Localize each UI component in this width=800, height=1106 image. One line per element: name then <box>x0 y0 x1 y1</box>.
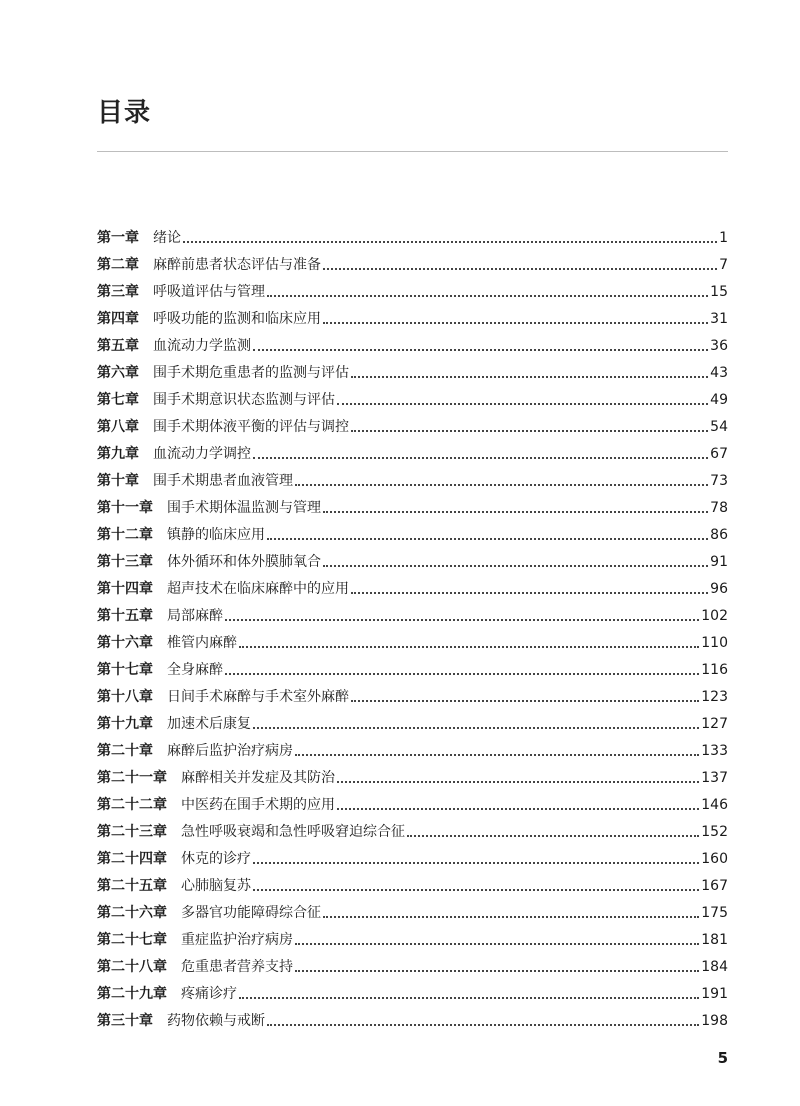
toc-page-number: 133 <box>701 743 728 759</box>
toc-chapter-number: 第十九章 <box>97 716 153 732</box>
toc-page-number: 96 <box>710 581 728 597</box>
toc-page-number: 146 <box>701 797 728 813</box>
toc-dot-leader <box>337 402 708 405</box>
toc-entry[interactable] <box>97 684 728 711</box>
toc-entry[interactable] <box>97 576 728 603</box>
toc-dot-leader <box>351 429 708 432</box>
toc-dot-leader <box>351 699 699 702</box>
toc-chapter-title: 围手术期意识状态监测与评估 <box>153 392 335 408</box>
toc-dot-leader <box>337 780 699 783</box>
toc-chapter-title: 疼痛诊疗 <box>181 986 237 1002</box>
toc-chapter-number: 第二十三章 <box>97 824 167 840</box>
toc-chapter-title: 危重患者营养支持 <box>181 959 293 975</box>
toc-page-number: 36 <box>710 338 728 354</box>
toc-entry[interactable] <box>97 387 728 414</box>
toc-chapter-number: 第十章 <box>97 473 139 489</box>
toc-chapter-title: 心肺脑复苏 <box>181 878 251 894</box>
toc-page-number: 181 <box>701 932 728 948</box>
toc-chapter-number: 第十二章 <box>97 527 153 543</box>
toc-dot-leader <box>323 267 717 270</box>
toc-chapter-number: 第七章 <box>97 392 139 408</box>
toc-chapter-number: 第十七章 <box>97 662 153 678</box>
toc-chapter-number: 第十三章 <box>97 554 153 570</box>
toc-chapter-number: 第二十章 <box>97 743 153 759</box>
toc-page-number: 123 <box>701 689 728 705</box>
toc-chapter-title: 急性呼吸衰竭和急性呼吸窘迫综合征 <box>181 824 405 840</box>
toc-entry[interactable] <box>97 360 728 387</box>
toc-entry[interactable] <box>97 954 728 981</box>
toc-chapter-number: 第十一章 <box>97 500 153 516</box>
toc-chapter-title: 超声技术在临床麻醉中的应用 <box>167 581 349 597</box>
toc-chapter-title: 呼吸道评估与管理 <box>153 284 265 300</box>
toc-entry[interactable] <box>97 495 728 522</box>
toc-chapter-number: 第四章 <box>97 311 139 327</box>
toc-entry[interactable] <box>97 252 728 279</box>
toc-dot-leader <box>267 537 708 540</box>
toc-dot-leader <box>267 1023 699 1026</box>
toc-dot-leader <box>183 240 717 243</box>
toc-chapter-title: 血流动力学监测 <box>153 338 251 354</box>
toc-dot-leader <box>253 456 708 459</box>
toc-chapter-number: 第九章 <box>97 446 139 462</box>
toc-entry[interactable] <box>97 765 728 792</box>
toc-chapter-title: 围手术期危重患者的监测与评估 <box>153 365 349 381</box>
toc-dot-leader <box>295 942 699 945</box>
toc-dot-leader <box>225 672 699 675</box>
toc-chapter-number: 第二十九章 <box>97 986 167 1002</box>
toc-chapter-number: 第二十四章 <box>97 851 167 867</box>
toc-entry[interactable] <box>97 900 728 927</box>
toc-entry[interactable] <box>97 657 728 684</box>
toc-entry[interactable] <box>97 225 728 252</box>
toc-entry[interactable] <box>97 306 728 333</box>
toc-dot-leader <box>253 861 699 864</box>
toc-dot-leader <box>295 969 699 972</box>
toc-dot-leader <box>337 807 699 810</box>
toc-dot-leader <box>323 510 708 513</box>
toc-dot-leader <box>239 996 699 999</box>
toc-entry[interactable] <box>97 603 728 630</box>
toc-dot-leader <box>295 753 699 756</box>
toc-dot-leader <box>225 618 699 621</box>
toc-page-number: 1 <box>719 230 728 246</box>
toc-chapter-title: 绪论 <box>153 230 181 246</box>
toc-chapter-number: 第三章 <box>97 284 139 300</box>
toc-chapter-title: 椎管内麻醉 <box>167 635 237 651</box>
title-divider <box>97 151 728 152</box>
toc-chapter-title: 重症监护治疗病房 <box>181 932 293 948</box>
toc-entry[interactable] <box>97 279 728 306</box>
toc-dot-leader <box>351 591 708 594</box>
toc-chapter-title: 全身麻醉 <box>167 662 223 678</box>
toc-chapter-number: 第二十一章 <box>97 770 167 786</box>
toc-dot-leader <box>323 915 699 918</box>
toc-entry[interactable] <box>97 711 728 738</box>
toc-entry[interactable] <box>97 981 728 1008</box>
toc-entry[interactable] <box>97 873 728 900</box>
toc-page-number: 191 <box>701 986 728 1002</box>
toc-page-number: 86 <box>710 527 728 543</box>
toc-chapter-number: 第三十章 <box>97 1013 153 1029</box>
toc-chapter-number: 第二十八章 <box>97 959 167 975</box>
toc-entry[interactable] <box>97 630 728 657</box>
toc-entry[interactable] <box>97 441 728 468</box>
table-of-contents <box>97 225 728 1035</box>
toc-chapter-number: 第一章 <box>97 230 139 246</box>
toc-chapter-number: 第八章 <box>97 419 139 435</box>
toc-dot-leader <box>239 645 699 648</box>
toc-chapter-title: 药物依赖与戒断 <box>167 1013 265 1029</box>
toc-page-number: 67 <box>710 446 728 462</box>
toc-page-number: 127 <box>701 716 728 732</box>
toc-entry[interactable] <box>97 819 728 846</box>
toc-dot-leader <box>253 888 699 891</box>
toc-page-number: 7 <box>719 257 728 273</box>
toc-page-number: 102 <box>701 608 728 624</box>
toc-chapter-title: 呼吸功能的监测和临床应用 <box>153 311 321 327</box>
toc-chapter-number: 第十六章 <box>97 635 153 651</box>
page-number: 5 <box>717 1049 728 1067</box>
toc-chapter-number: 第二十五章 <box>97 878 167 894</box>
toc-dot-leader <box>267 294 708 297</box>
toc-page-number: 137 <box>701 770 728 786</box>
toc-chapter-number: 第十五章 <box>97 608 153 624</box>
toc-page-number: 160 <box>701 851 728 867</box>
toc-chapter-title: 加速术后康复 <box>167 716 251 732</box>
toc-page-number: 116 <box>701 662 728 678</box>
toc-dot-leader <box>351 375 708 378</box>
toc-page-number: 54 <box>710 419 728 435</box>
toc-chapter-title: 麻醉前患者状态评估与准备 <box>153 257 321 273</box>
toc-chapter-title: 体外循环和体外膜肺氧合 <box>167 554 321 570</box>
toc-dot-leader <box>323 321 708 324</box>
toc-page-number: 43 <box>710 365 728 381</box>
toc-chapter-title: 日间手术麻醉与手术室外麻醉 <box>167 689 349 705</box>
toc-dot-leader <box>407 834 699 837</box>
toc-page-number: 31 <box>710 311 728 327</box>
toc-page-number: 15 <box>710 284 728 300</box>
toc-chapter-number: 第二十七章 <box>97 932 167 948</box>
toc-entry[interactable] <box>97 927 728 954</box>
toc-entry[interactable] <box>97 846 728 873</box>
toc-chapter-number: 第二章 <box>97 257 139 273</box>
toc-page-number: 110 <box>701 635 728 651</box>
toc-chapter-title: 局部麻醉 <box>167 608 223 624</box>
toc-entry[interactable] <box>97 468 728 495</box>
toc-chapter-title: 休克的诊疗 <box>181 851 251 867</box>
toc-entry[interactable] <box>97 414 728 441</box>
toc-chapter-number: 第二十六章 <box>97 905 167 921</box>
toc-dot-leader <box>295 483 708 486</box>
toc-chapter-title: 血流动力学调控 <box>153 446 251 462</box>
toc-page-number: 73 <box>710 473 728 489</box>
toc-chapter-number: 第五章 <box>97 338 139 354</box>
toc-chapter-title: 麻醉相关并发症及其防治 <box>181 770 335 786</box>
toc-chapter-title: 镇静的临床应用 <box>167 527 265 543</box>
toc-entry[interactable] <box>97 738 728 765</box>
toc-chapter-title: 围手术期患者血液管理 <box>153 473 293 489</box>
toc-page-number: 152 <box>701 824 728 840</box>
toc-chapter-number: 第二十二章 <box>97 797 167 813</box>
page-title: 目录 <box>97 98 152 128</box>
toc-chapter-title: 麻醉后监护治疗病房 <box>167 743 293 759</box>
toc-dot-leader <box>253 726 699 729</box>
toc-page-number: 167 <box>701 878 728 894</box>
toc-page-number: 198 <box>701 1013 728 1029</box>
toc-chapter-number: 第十四章 <box>97 581 153 597</box>
toc-entry[interactable] <box>97 549 728 576</box>
toc-chapter-number: 第六章 <box>97 365 139 381</box>
toc-entry[interactable] <box>97 1008 728 1035</box>
toc-entry[interactable] <box>97 792 728 819</box>
toc-page-number: 175 <box>701 905 728 921</box>
toc-page-number: 49 <box>710 392 728 408</box>
toc-page-number: 78 <box>710 500 728 516</box>
toc-chapter-title: 围手术期体温监测与管理 <box>167 500 321 516</box>
toc-chapter-title: 中医药在围手术期的应用 <box>181 797 335 813</box>
toc-entry[interactable] <box>97 522 728 549</box>
toc-dot-leader <box>253 348 708 351</box>
toc-entry[interactable] <box>97 333 728 360</box>
toc-chapter-title: 围手术期体液平衡的评估与调控 <box>153 419 349 435</box>
toc-dot-leader <box>323 564 708 567</box>
toc-page-number: 184 <box>701 959 728 975</box>
toc-page-number: 91 <box>710 554 728 570</box>
toc-chapter-number: 第十八章 <box>97 689 153 705</box>
toc-chapter-title: 多器官功能障碍综合征 <box>181 905 321 921</box>
